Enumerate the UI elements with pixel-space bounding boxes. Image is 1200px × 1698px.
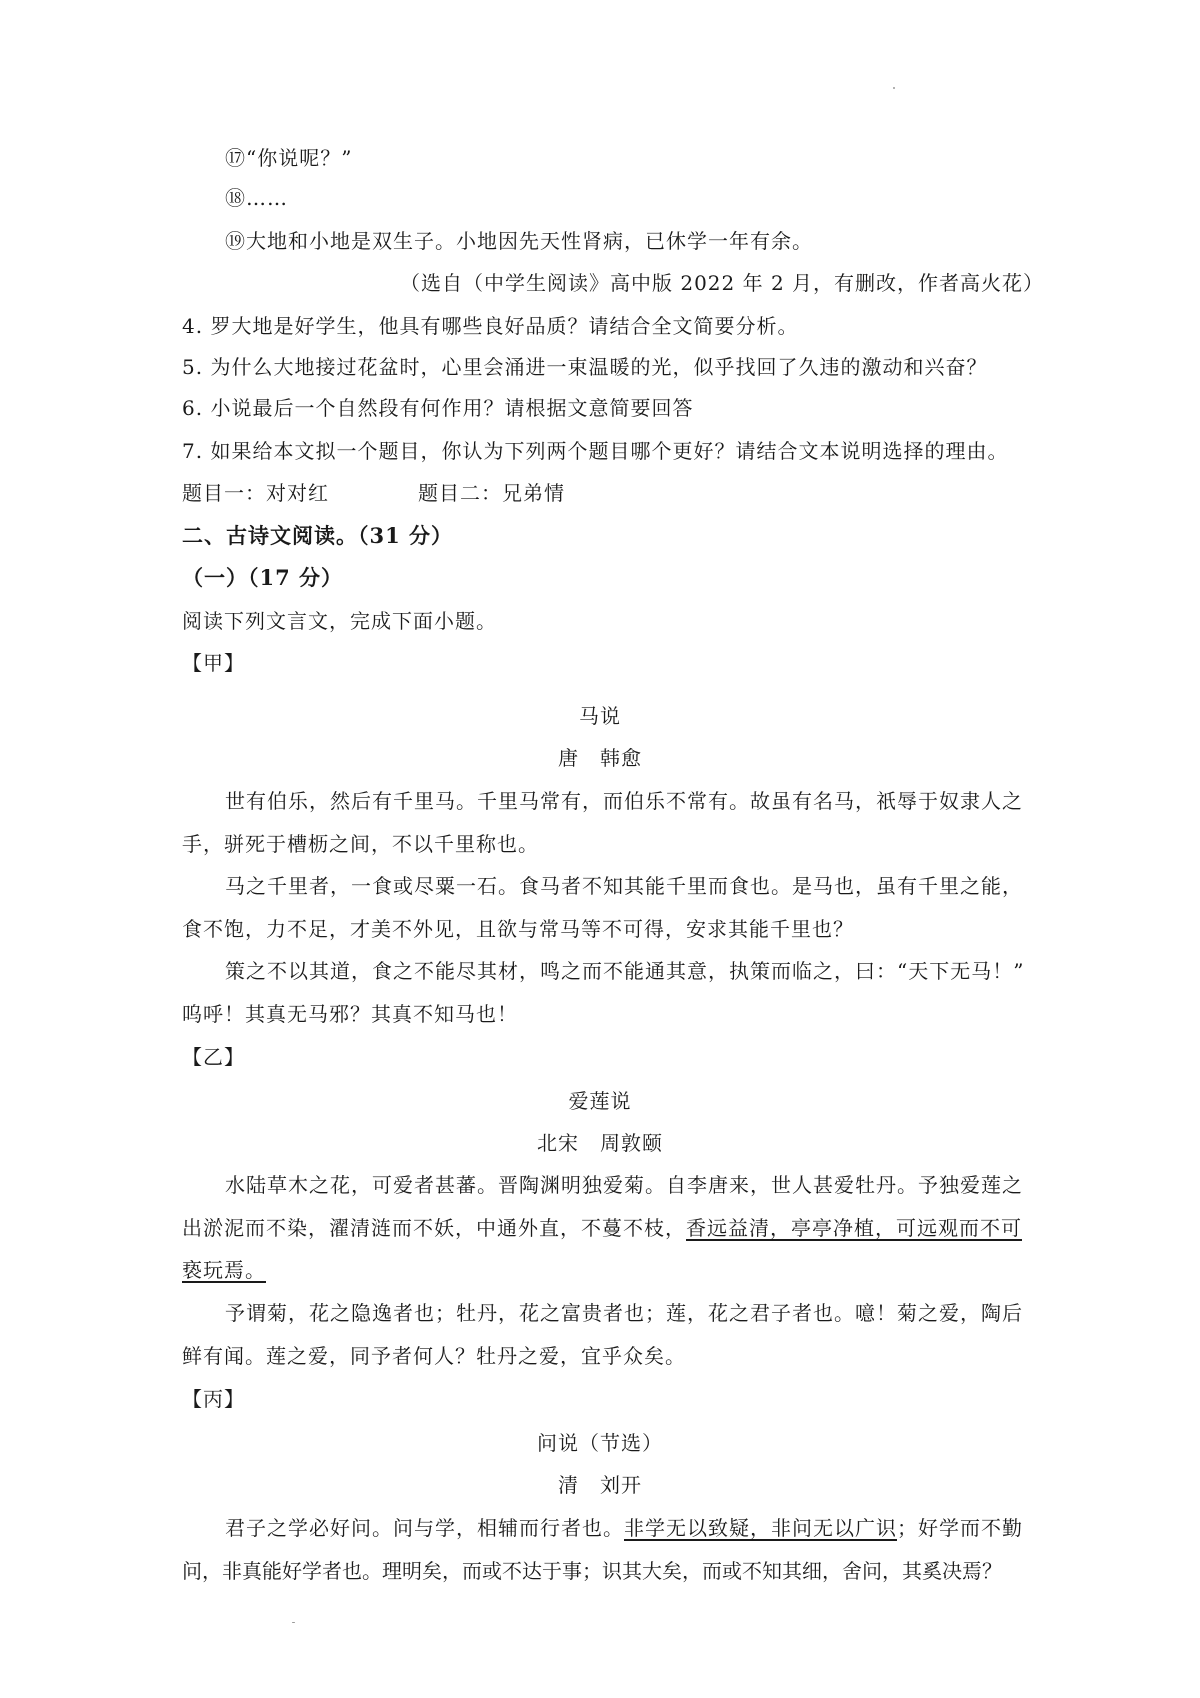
passage-bing-text: 君子之学必好问。问与学，相辅而行者也。 (225, 1516, 624, 1540)
passage-jia-title: 马说 (579, 704, 621, 728)
passage-yi-line (182, 1255, 266, 1285)
story-paragraph-18: ⑱…… (225, 186, 288, 210)
passage-jia-line: 手，骈死于槽枥之间，不以千里称也。 (182, 832, 539, 856)
question-7-option-1: 题目一：对对红 (182, 481, 329, 505)
passage-jia-line: 策之不以其道，食之不能尽其材，鸣之而不能通其意，执策而临之，曰：“天下无马！” (225, 959, 1025, 983)
question-4: 4. 罗大地是好学生，他具有哪些良好品质？请结合全文简要分析。 (182, 314, 799, 338)
passage-jia-line: 呜呼！其真无马邪？其真不知马也！ (182, 1002, 518, 1026)
passage-yi-title: 爱莲说 (568, 1089, 632, 1113)
section-2-heading: 二、古诗文阅读。（31 分） (182, 523, 454, 548)
passage-jia-author: 唐 韩愈 (558, 746, 642, 770)
passage-yi-line (182, 1213, 1022, 1243)
story-paragraph-17: ⑰“你说呢？” (225, 146, 353, 170)
underlined-sentence: 非学无以致疑，非问无以广识 (624, 1516, 897, 1540)
passage-bing-tag: 【丙】 (182, 1387, 245, 1411)
reading-instruction: 阅读下列文言文，完成下面小题。 (182, 609, 497, 633)
passage-jia-line: 世有伯乐，然后有千里马。千里马常有，而伯乐不常有。故虽有名马，祇辱于奴隶人之 (225, 789, 1023, 813)
question-7: 7. 如果给本文拟一个题目，你认为下列两个题目哪个更好？请结合文本说明选择的理由。 (182, 439, 1009, 463)
question-7-option-2: 题目二：兄弟情 (418, 481, 565, 505)
scan-speck (292, 1622, 295, 1623)
story-paragraph-19: ⑲大地和小地是双生子。小地因先天性肾病，已休学一年有余。 (225, 229, 813, 253)
passage-yi-line: 鲜有闻。莲之爱，同予者何人？牡丹之爱，宜乎众矣。 (182, 1344, 686, 1368)
passage-yi-line: 水陆草木之花，可爱者甚蕃。晋陶渊明独爱菊。自李唐来，世人甚爱牡丹。予独爱莲之 (225, 1173, 1023, 1197)
passage-jia-tag: 【甲】 (182, 651, 245, 675)
underlined-sentence: 香远益清，亭亭净植，可远观而不可 (686, 1216, 1022, 1240)
passage-bing-text: ；好学而不勤 (897, 1516, 1023, 1540)
underlined-sentence: 亵玩焉。 (182, 1258, 266, 1282)
passage-bing-title: 问说（节选） (537, 1431, 663, 1455)
question-5: 5. 为什么大地接过花盆时，心里会涌进一束温暖的光，似乎找回了久违的激动和兴奋？ (182, 355, 988, 379)
subsection-1-heading: （一）（17 分） (182, 565, 344, 590)
passage-jia-line: 马之千里者，一食或尽粟一石。食马者不知其能千里而食也。是马也，虽有千里之能， (225, 874, 1023, 898)
passage-bing-author: 清 刘开 (558, 1473, 642, 1497)
story-source-citation: （选自（中学生阅读》高中版 2022 年 2 月，有删改，作者高火花） (400, 271, 1045, 295)
passage-yi-text: 出淤泥而不染，濯清涟而不妖，中通外直，不蔓不枝， (182, 1216, 686, 1240)
question-6: 6. 小说最后一个自然段有何作用？请根据文意简要回答 (182, 396, 694, 420)
passage-yi-tag: 【乙】 (182, 1045, 245, 1069)
passage-jia-line: 食不饱，力不足，才美不外见，且欲与常马等不可得，安求其能千里也？ (182, 917, 854, 941)
scan-speck (893, 87, 895, 89)
passage-yi-author: 北宋 周敦颐 (537, 1131, 663, 1155)
passage-bing-line: 问，非真能好学者也。理明矣，而或不达于事；识其大矣，而或不知其细，舍问，其奚决焉？ (182, 1559, 1002, 1583)
passage-yi-line: 予谓菊，花之隐逸者也；牡丹，花之富贵者也；莲，花之君子者也。噫！菊之爱，陶后 (225, 1301, 1023, 1325)
passage-bing-line (225, 1513, 1023, 1543)
